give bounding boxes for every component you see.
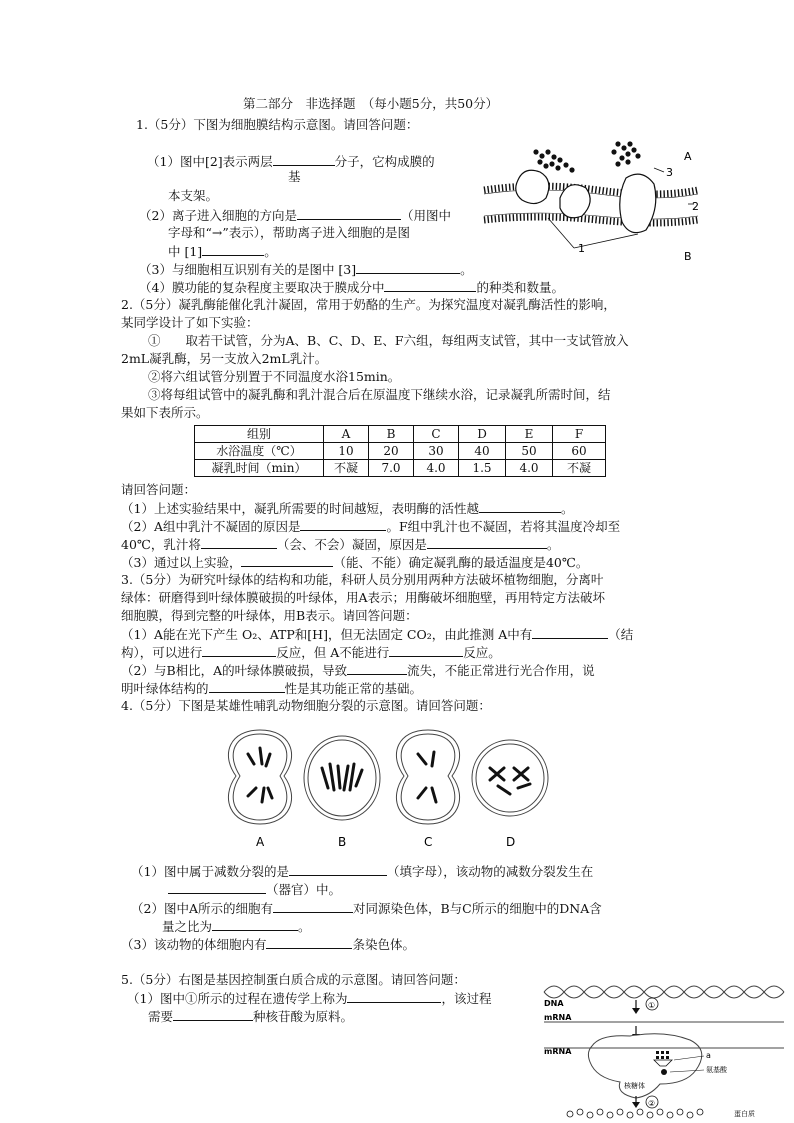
step-1-label: ① [648,1001,656,1010]
table-header: D [459,426,506,443]
q2-step1-cont: 2mL凝乳酶，另一支放入2mL乳汁。 [121,351,328,366]
chromosomes [248,748,530,802]
q1-part4: （4）膜功能的复杂程度主要取决于膜成分中 的种类和数量。 [139,280,564,295]
table-cell: 40 [459,443,506,460]
answer-blank[interactable] [212,918,298,931]
table-cell: 20 [369,443,414,460]
q2-step1: ① 取若干试管，分为A、B、C、D、E、F六组，每组两支试管，其中一支试管放入 [148,333,629,348]
amino-acid-dot [661,1069,667,1075]
q1-part1: （1）图中[2]表示两层 分子，它构成膜的 [147,154,435,169]
answer-blank[interactable] [297,207,401,220]
results-table [194,425,606,477]
table-cell: 凝乳时间（min） [195,460,324,477]
answer-blank[interactable] [427,536,547,549]
label-d: D [506,835,516,849]
table-row [195,426,606,443]
q3-stem-2: 绿体：研磨得到叶绿体膜破损的叶绿体，用A表示；用酶破坏细胞壁，再用特定方法破坏 [121,590,606,605]
step-2-label: ② [648,1099,656,1108]
answer-blank[interactable] [266,936,352,949]
label-2: 2 [692,200,699,213]
mrna-label-1: mRNA [544,1013,572,1022]
protein-chain [567,1109,703,1118]
table-cell: 7.0 [369,460,414,477]
table-row [195,443,606,460]
table-cell: 4.0 [506,460,553,477]
answer-blank[interactable] [389,644,463,657]
answer-blank[interactable] [347,990,441,1003]
label-a: A [684,150,692,163]
q4-part1: （1）图中属于减数分裂的是 （填字母），该动物的减数分裂发生在 [131,864,594,879]
label-a: a [706,1051,711,1060]
label-b: B [338,835,347,849]
table-cell: 60 [553,443,606,460]
q5-stem: 5.（5分）右图是基因控制蛋白质合成的示意图。请回答问题： [121,972,466,987]
q1-part1-cont: 本支架。 [168,188,219,203]
table-header: A [324,426,369,443]
table-header: F [553,426,606,443]
answer-blank[interactable] [384,279,476,292]
q3-stem-1: 3.（5分）为研究叶绿体的结构和功能，科研人员分别用两种方法破坏植物细胞，分离叶 [121,572,604,587]
dna-helix [544,986,784,998]
label-c: C [424,835,433,849]
answer-blank[interactable] [479,500,561,513]
table-row [195,460,606,477]
q2-part2-cont: 40℃，乳汁将 （会、不会）凝固，原因是 。 [121,537,560,552]
q3-part1: （1）A能在光下产生 O₂、ATP和[H]，但无法固定 CO₂，由此推测 A中有 （结 [121,627,634,642]
answer-blank[interactable] [209,680,285,693]
protein-synthesis-figure [540,974,788,1120]
answer-blank[interactable] [347,662,407,675]
table-cell: 不凝 [324,460,369,477]
q2-ask: 请回答问题： [121,482,197,497]
q1-part2: （2）离子进入细胞的方向是 （用图中 [139,208,451,223]
table-cell: 30 [414,443,459,460]
table-header: C [414,426,459,443]
answer-blank[interactable] [241,554,333,567]
answer-blank[interactable] [173,1008,253,1021]
q1-part3: （3）与细胞相互识别有关的是图中 [3] 。 [139,262,473,277]
q1-stem: 1.（5分）下图为细胞膜结构示意图。请回答问题： [136,117,419,132]
table-cell: 4.0 [414,460,459,477]
section-title: 第二部分 非选择题 （每小题5分，共50分） [243,96,499,111]
q3-stem-3: 细胞膜，得到完整的叶绿体，用B表示。请回答问题： [121,608,418,623]
table-cell: 50 [506,443,553,460]
label-ribosome: 核糖体 [624,1082,645,1090]
mrna-label-2: mRNA [544,1047,572,1056]
membrane-proteins [516,170,656,232]
table-cell: 10 [324,443,369,460]
table-cell: 水浴温度（℃） [195,443,324,460]
q2-part3: （3）通过以上实验， （能、不能）确定凝乳酶的最适温度是40℃。 [121,555,589,570]
ribosome-shape [588,1034,701,1098]
q2-part2: （2）A组中乳汁不凝固的原因是 。F组中乳汁也不凝固，若将其温度冷却至 [121,519,621,534]
q5-part1-cont: 需要 种核苷酸为原料。 [148,1009,354,1024]
q2-part1: （1）上述实验结果中，凝乳所需要的时间越短，表明酶的活性越 。 [121,501,574,516]
label-3: 3 [666,166,673,179]
q2-step3-cont: 果如下表所示。 [121,405,209,420]
answer-blank[interactable] [273,153,335,166]
table-cell: 1.5 [459,460,506,477]
cell-division-figure [214,724,550,850]
q3-part2: （2）与B相比，A的叶绿体膜破损，导致 流失，不能正常进行光合作用，说 [121,663,595,678]
cell-membrane-figure [478,138,704,266]
answer-blank[interactable] [202,644,276,657]
q2-stem-2: 某同学设计了如下实验： [121,315,259,330]
answer-blank[interactable] [289,863,387,876]
q2-stem-1: 2.（5分）凝乳酶能催化乳汁凝固，常用于奶酪的生产。为探究温度对凝乳酶活性的影响， [121,297,616,312]
label-b: B [684,250,692,263]
arrow-head-2 [632,1102,640,1108]
q4-part3: （3）该动物的体细胞内有 条染色体。 [121,937,415,952]
q1-part2-cont: 字母和“→”表示），帮助离子进入细胞的是图 [168,225,411,240]
answer-blank[interactable] [356,261,460,274]
label-amino-acid: 氨基酸 [706,1066,727,1074]
answer-blank[interactable] [300,518,386,531]
answer-blank[interactable] [273,900,353,913]
answer-blank[interactable] [201,536,277,549]
q5-part1: （1）图中①所示的过程在遗传学上称为 ，该过程 [127,991,492,1006]
q4-stem: 4.（5分）下图是某雄性哺乳动物细胞分裂的示意图。请回答问题： [121,698,491,713]
q4-part1-cont: （器官）中。 [168,881,341,898]
table-header: B [369,426,414,443]
q3-part2-cont: 明叶绿体结构的 性是其功能正常的基础。 [121,681,423,696]
answer-blank[interactable] [168,881,266,894]
q2-step3: ③将每组试管中的凝乳酶和乳汁混合后在原温度下继续水浴，记录凝乳所需时间，结 [148,387,611,402]
q4-part2: （2）图中A所示的细胞有 对同源染色体，B与C所示的细胞中的DNA含 [131,901,602,916]
q4-part2-cont: 量之比为 。 [162,919,311,934]
table-cell: 不凝 [553,460,606,477]
arrow-head-1 [632,1008,640,1014]
table-header: 组别 [195,426,324,443]
label-1: 1 [578,242,585,255]
table-header: E [506,426,553,443]
answer-blank[interactable] [202,243,264,256]
dna-label: DNA [544,999,564,1008]
label-a: A [256,835,265,849]
glycoprotein-chains [533,141,640,172]
answer-blank[interactable] [532,626,608,639]
label-protein: 蛋白质 [734,1110,755,1118]
q1-part2-cont2: 中 [1] 。 [168,244,277,259]
q2-step2: ②将六组试管分别置于不同温度水浴15min。 [148,369,401,384]
q1-part1-wrap: 基 [288,169,301,184]
q3-part1-cont: 构），可以进行 反应，但 A不能进行 反应。 [121,645,501,660]
